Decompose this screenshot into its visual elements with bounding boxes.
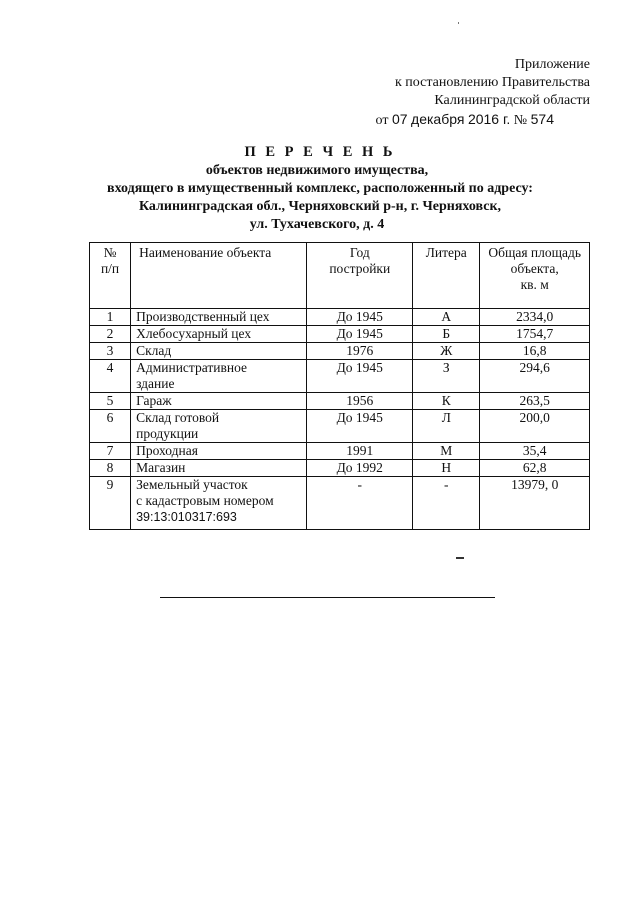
row-num: 6 [90,410,131,443]
row-year: 1991 [307,443,413,460]
header-year-line2: постройки [329,261,391,276]
document-heading [0,143,640,234]
row-year: До 1992 [307,460,413,477]
header-area-line3: кв. м [520,277,549,292]
row-litera: Н [413,460,480,477]
row-year: До 1945 [307,410,413,443]
row-litera: З [413,360,480,393]
row-area: 200,0 [480,410,590,443]
row-area: 294,6 [480,360,590,393]
scan-speck [458,22,459,24]
annex-title: Приложение [514,57,590,72]
table-header [90,243,590,309]
annex-number-label: № [513,113,528,128]
heading-line-4: ул. Тухачевского, д. 4 [249,217,385,232]
cadastral-number: 39:13:010317:693 [136,510,237,524]
header-litera: Литера [413,243,480,309]
row-name: Хлебосухарный цех [131,326,307,343]
row-num: 9 [90,477,131,530]
row-litera: Л [413,410,480,443]
row-area: 2334,0 [480,309,590,326]
row-name: Магазин [131,460,307,477]
row-area: 35,4 [480,443,590,460]
row-litera: Ж [413,343,480,360]
annex-resolution-ref: к постановлению Правительства [394,75,590,90]
row-name: Гараж [131,393,307,410]
header-num-line1: № [103,245,117,260]
row-area: 16,8 [480,343,590,360]
header-year-line1: Год [349,245,370,260]
table-header-row [90,243,590,309]
header-area-line2: объекта, [510,261,559,276]
row-num: 3 [90,343,131,360]
row-year: До 1945 [307,309,413,326]
row-name-line2: здание [136,376,175,391]
header-year [307,243,413,309]
row-area: 263,5 [480,393,590,410]
row-num: 8 [90,460,131,477]
table-body [90,309,590,530]
row-area: 13979, 0 [480,477,590,530]
row-num: 2 [90,326,131,343]
row-year: До 1945 [307,326,413,343]
table-row [90,477,590,530]
table-row [90,393,590,410]
annex-date-day: 07 [391,111,408,127]
row-year: 1976 [307,343,413,360]
heading-line-2: входящего в имущественный комплекс, расположенный по адресу: [107,181,533,196]
row-year: - [307,477,413,530]
row-litera: К [413,393,480,410]
table-row [90,343,590,360]
objects-table [89,242,590,530]
row-area: 62,8 [480,460,590,477]
row-name: Проходная [131,443,307,460]
row-name: Производственный цех [131,309,307,326]
row-num: 4 [90,360,131,393]
annex-region: Калининградской области [434,93,590,108]
row-name-line1: Административное [136,360,248,375]
row-name-line1: Земельный участок [136,477,248,492]
row-litera: - [413,477,480,530]
header-name: Наименование объекта [131,243,307,309]
table-row [90,309,590,326]
row-name: Склад [131,343,307,360]
header-area-line1: Общая площадь [488,245,582,260]
closing-rule [160,597,495,598]
annex-date-year: 2016 г. [467,111,511,127]
row-name [131,477,307,530]
row-litera: А [413,309,480,326]
table-row [90,460,590,477]
annex-date-line [376,110,554,130]
row-litera: Б [413,326,480,343]
row-name-line2: с кадастровым номером [136,493,274,508]
row-name-line1: Склад готовой [136,410,220,425]
row-area: 1754,7 [480,326,590,343]
annex-block [376,56,590,130]
heading-line-1: объектов недвижимого имущества, [205,163,429,178]
dash-mark [456,557,464,559]
heading-line-3: Калининградская обл., Черняховский р-н, г. Черняховск, [138,199,502,214]
row-year: 1956 [307,393,413,410]
row-name-line2: продукции [136,426,199,441]
annex-number-value: 574 [530,111,554,127]
heading-title: П Е Р Е Ч Е Н Ь [244,144,396,160]
table-row [90,443,590,460]
annex-date-prefix: от [375,113,389,128]
row-num: 1 [90,309,131,326]
header-area [480,243,590,309]
table-row [90,326,590,343]
table-row [90,360,590,393]
row-num: 7 [90,443,131,460]
row-litera: М [413,443,480,460]
annex-date-month: декабря [411,111,465,127]
header-num-line2: п/п [100,261,120,276]
row-num: 5 [90,393,131,410]
row-name [131,410,307,443]
row-name [131,360,307,393]
row-year: До 1945 [307,360,413,393]
table-row [90,410,590,443]
header-num [90,243,131,309]
